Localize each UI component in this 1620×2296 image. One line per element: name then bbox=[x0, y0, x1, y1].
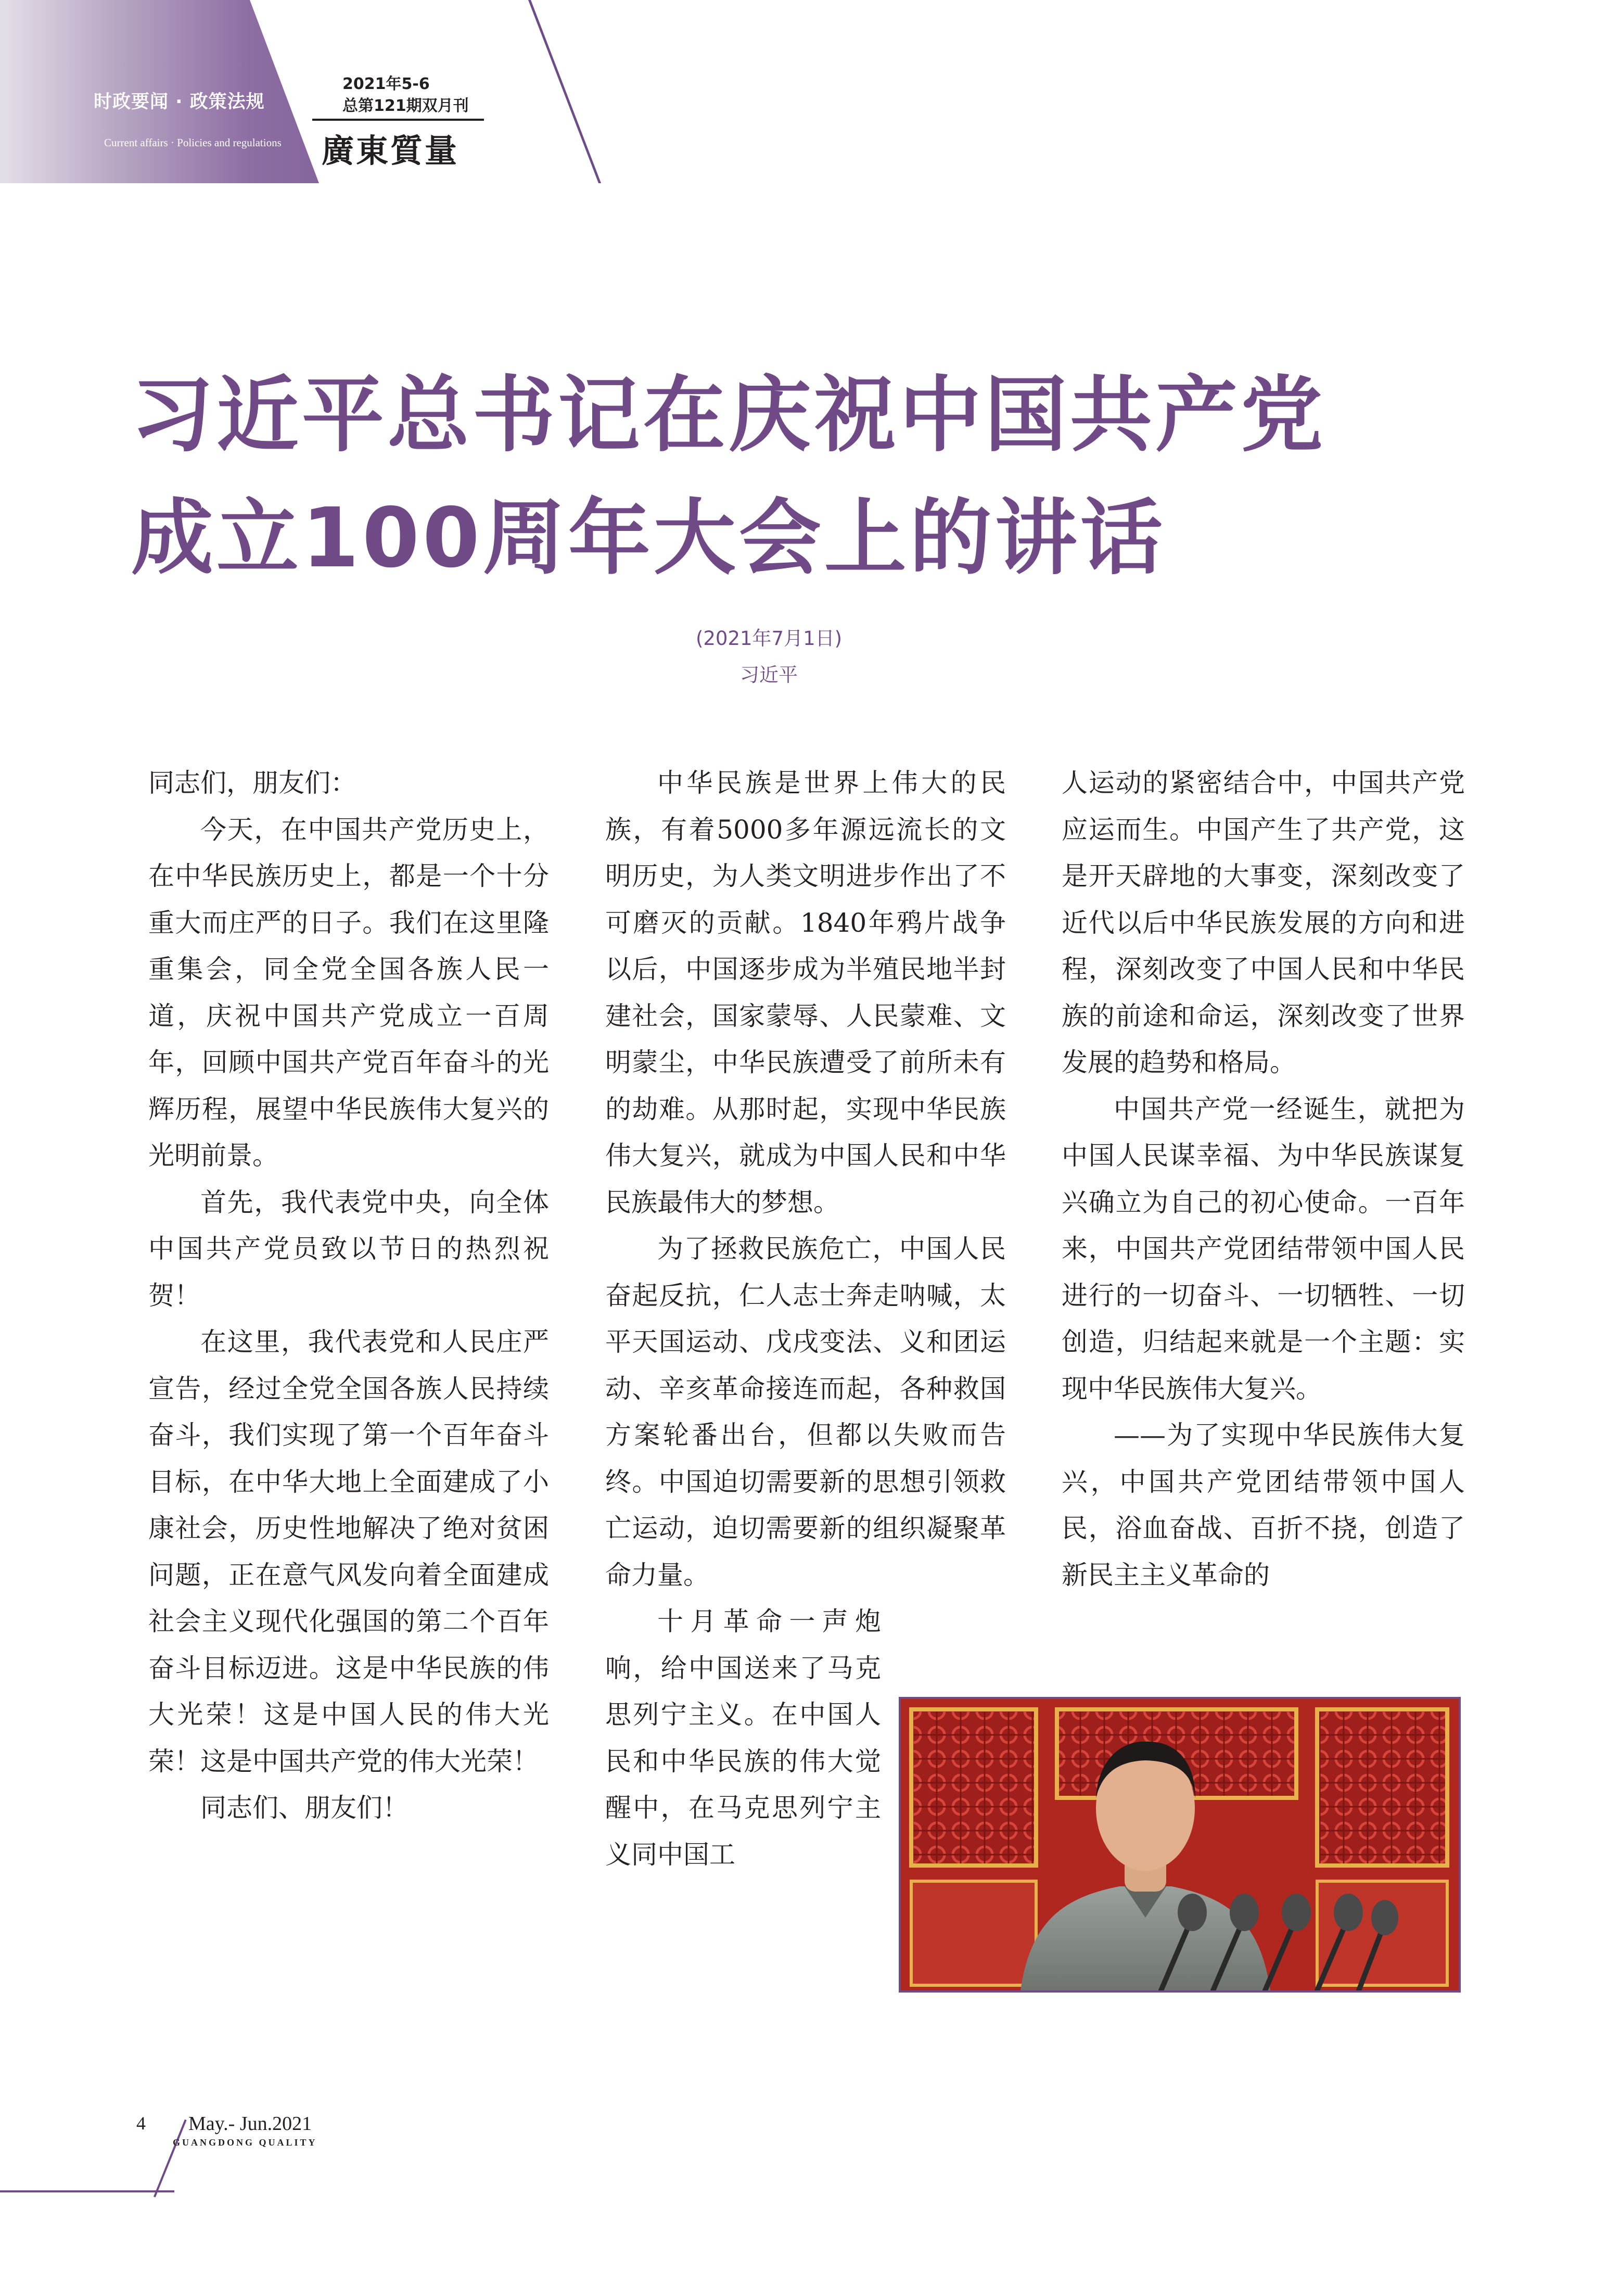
paragraph: 人运动的紧密结合中，中国共产党应运而生。中国产生了共产党，这是开天辟地的大事变，深刻改变了近代以后中华民族发展的方向和进程，深刻改变了中国人民和中华民族的前途和命运，深刻改变了世界发展的趋势和格局。 bbox=[1062, 768, 1465, 1077]
magazine-logo: 廣東質量 bbox=[322, 132, 460, 170]
title-line-2: 成立100周年大会上的讲话 bbox=[131, 490, 1166, 586]
speaker-photo-illustration bbox=[901, 1699, 1459, 1990]
footer-issue-date: May.- Jun.2021 bbox=[188, 2113, 312, 2135]
paragraph: 首先，我代表党中央，向全体中国共产党员致以节日的热烈祝贺！ bbox=[148, 1187, 549, 1311]
paragraph: 十月革命一声炮响，给中国送来了马克思列宁主义。在中国人民和中华民族的伟大觉醒中，在马克思列宁主义同中国工 bbox=[605, 1606, 881, 1870]
body-column-1 bbox=[148, 760, 549, 1832]
speech-date: (2021年7月1日) bbox=[695, 627, 843, 650]
header-rule bbox=[312, 119, 484, 121]
issue-date: 2021年5-6 bbox=[342, 75, 430, 93]
paragraph: 在这里，我代表党和人民庄严宣告，经过全党全国各族人民持续奋斗，我们实现了第一个百年奋斗目标，在中华大地上全面建成了小康社会，历史性地解决了绝对贫困问题，正在意气风发向着全面建成社会主义现代化强国的第二个百年奋斗目标迈进。这是中华民族的伟大光荣！这是中国人民的伟大光荣！这是中国共产党的伟大光荣！ bbox=[148, 1327, 549, 1777]
section-title: 时政要闻 · 政策法规 bbox=[94, 92, 265, 112]
article-title bbox=[131, 354, 1536, 600]
speaker-photo bbox=[899, 1697, 1461, 1993]
paragraph: ——为了实现中华民族伟大复兴，中国共产党团结带领中国人民，浴血奋战、百折不挠，创造了新民主主义革命的 bbox=[1062, 1420, 1465, 1590]
section-subtitle: Current affairs · Policies and regulations bbox=[104, 136, 282, 149]
paragraph: 中华民族是世界上伟大的民族，有着5000多年源远流长的文明历史，为人类文明进步作出了不可磨灭的贡献。1840年鸦片战争以后，中国逐步成为半殖民地半封建社会，国家蒙辱、人民蒙难、文明蒙尘，中华民族遭受了前所未有的劫难。从那时起，实现中华民族伟大复兴，就成为中国人民和中华民族最伟大的梦想。 bbox=[605, 768, 1006, 1217]
footer-slash bbox=[154, 2120, 187, 2198]
header-divider-line bbox=[450, 0, 601, 183]
paragraph: 今天，在中国共产党历史上，在中华民族历史上，都是一个十分重大而庄严的日子。我们在这里隆重集会，同全党全国各族人民一道，庆祝中国共产党成立一百周年，回顾中国共产党百年奋斗的光辉历程，展望中华民族伟大复兴的光明前景。 bbox=[148, 814, 549, 1171]
footer-rule bbox=[0, 2190, 174, 2192]
paragraph: 为了拯救民族危亡，中国人民奋起反抗，仁人志士奔走呐喊，太平天国运动、戊戌变法、义和团运动、辛亥革命接连而起，各种救国方案轮番出台，但都以失败而告终。中国迫切需要新的思想引领救亡运动，迫切需要新的组织凝聚革命力量。 bbox=[605, 1234, 1006, 1590]
paragraph: 同志们，朋友们： bbox=[148, 768, 356, 798]
speech-author: 习近平 bbox=[740, 664, 798, 686]
issue-number: 总第121期双月刊 bbox=[342, 97, 469, 115]
page-number: 4 bbox=[136, 2113, 146, 2134]
body-column-3 bbox=[1062, 760, 1465, 1599]
title-line-1: 习近平总书记在庆祝中国共产党 bbox=[131, 367, 1326, 463]
paragraph: 中国共产党一经诞生，就把为中国人民谋幸福、为中华民族谋复兴确立为自己的初心使命。一百年来，中国共产党团结带领中国人民进行的一切奋斗、一切牺牲、一切创造，归结起来就是一个主题：实现中华民族伟大复兴。 bbox=[1062, 1094, 1465, 1404]
paragraph: 同志们、朋友们！ bbox=[200, 1793, 409, 1823]
footer-magazine-name: GUANGDONG QUALITY bbox=[173, 2137, 317, 2148]
